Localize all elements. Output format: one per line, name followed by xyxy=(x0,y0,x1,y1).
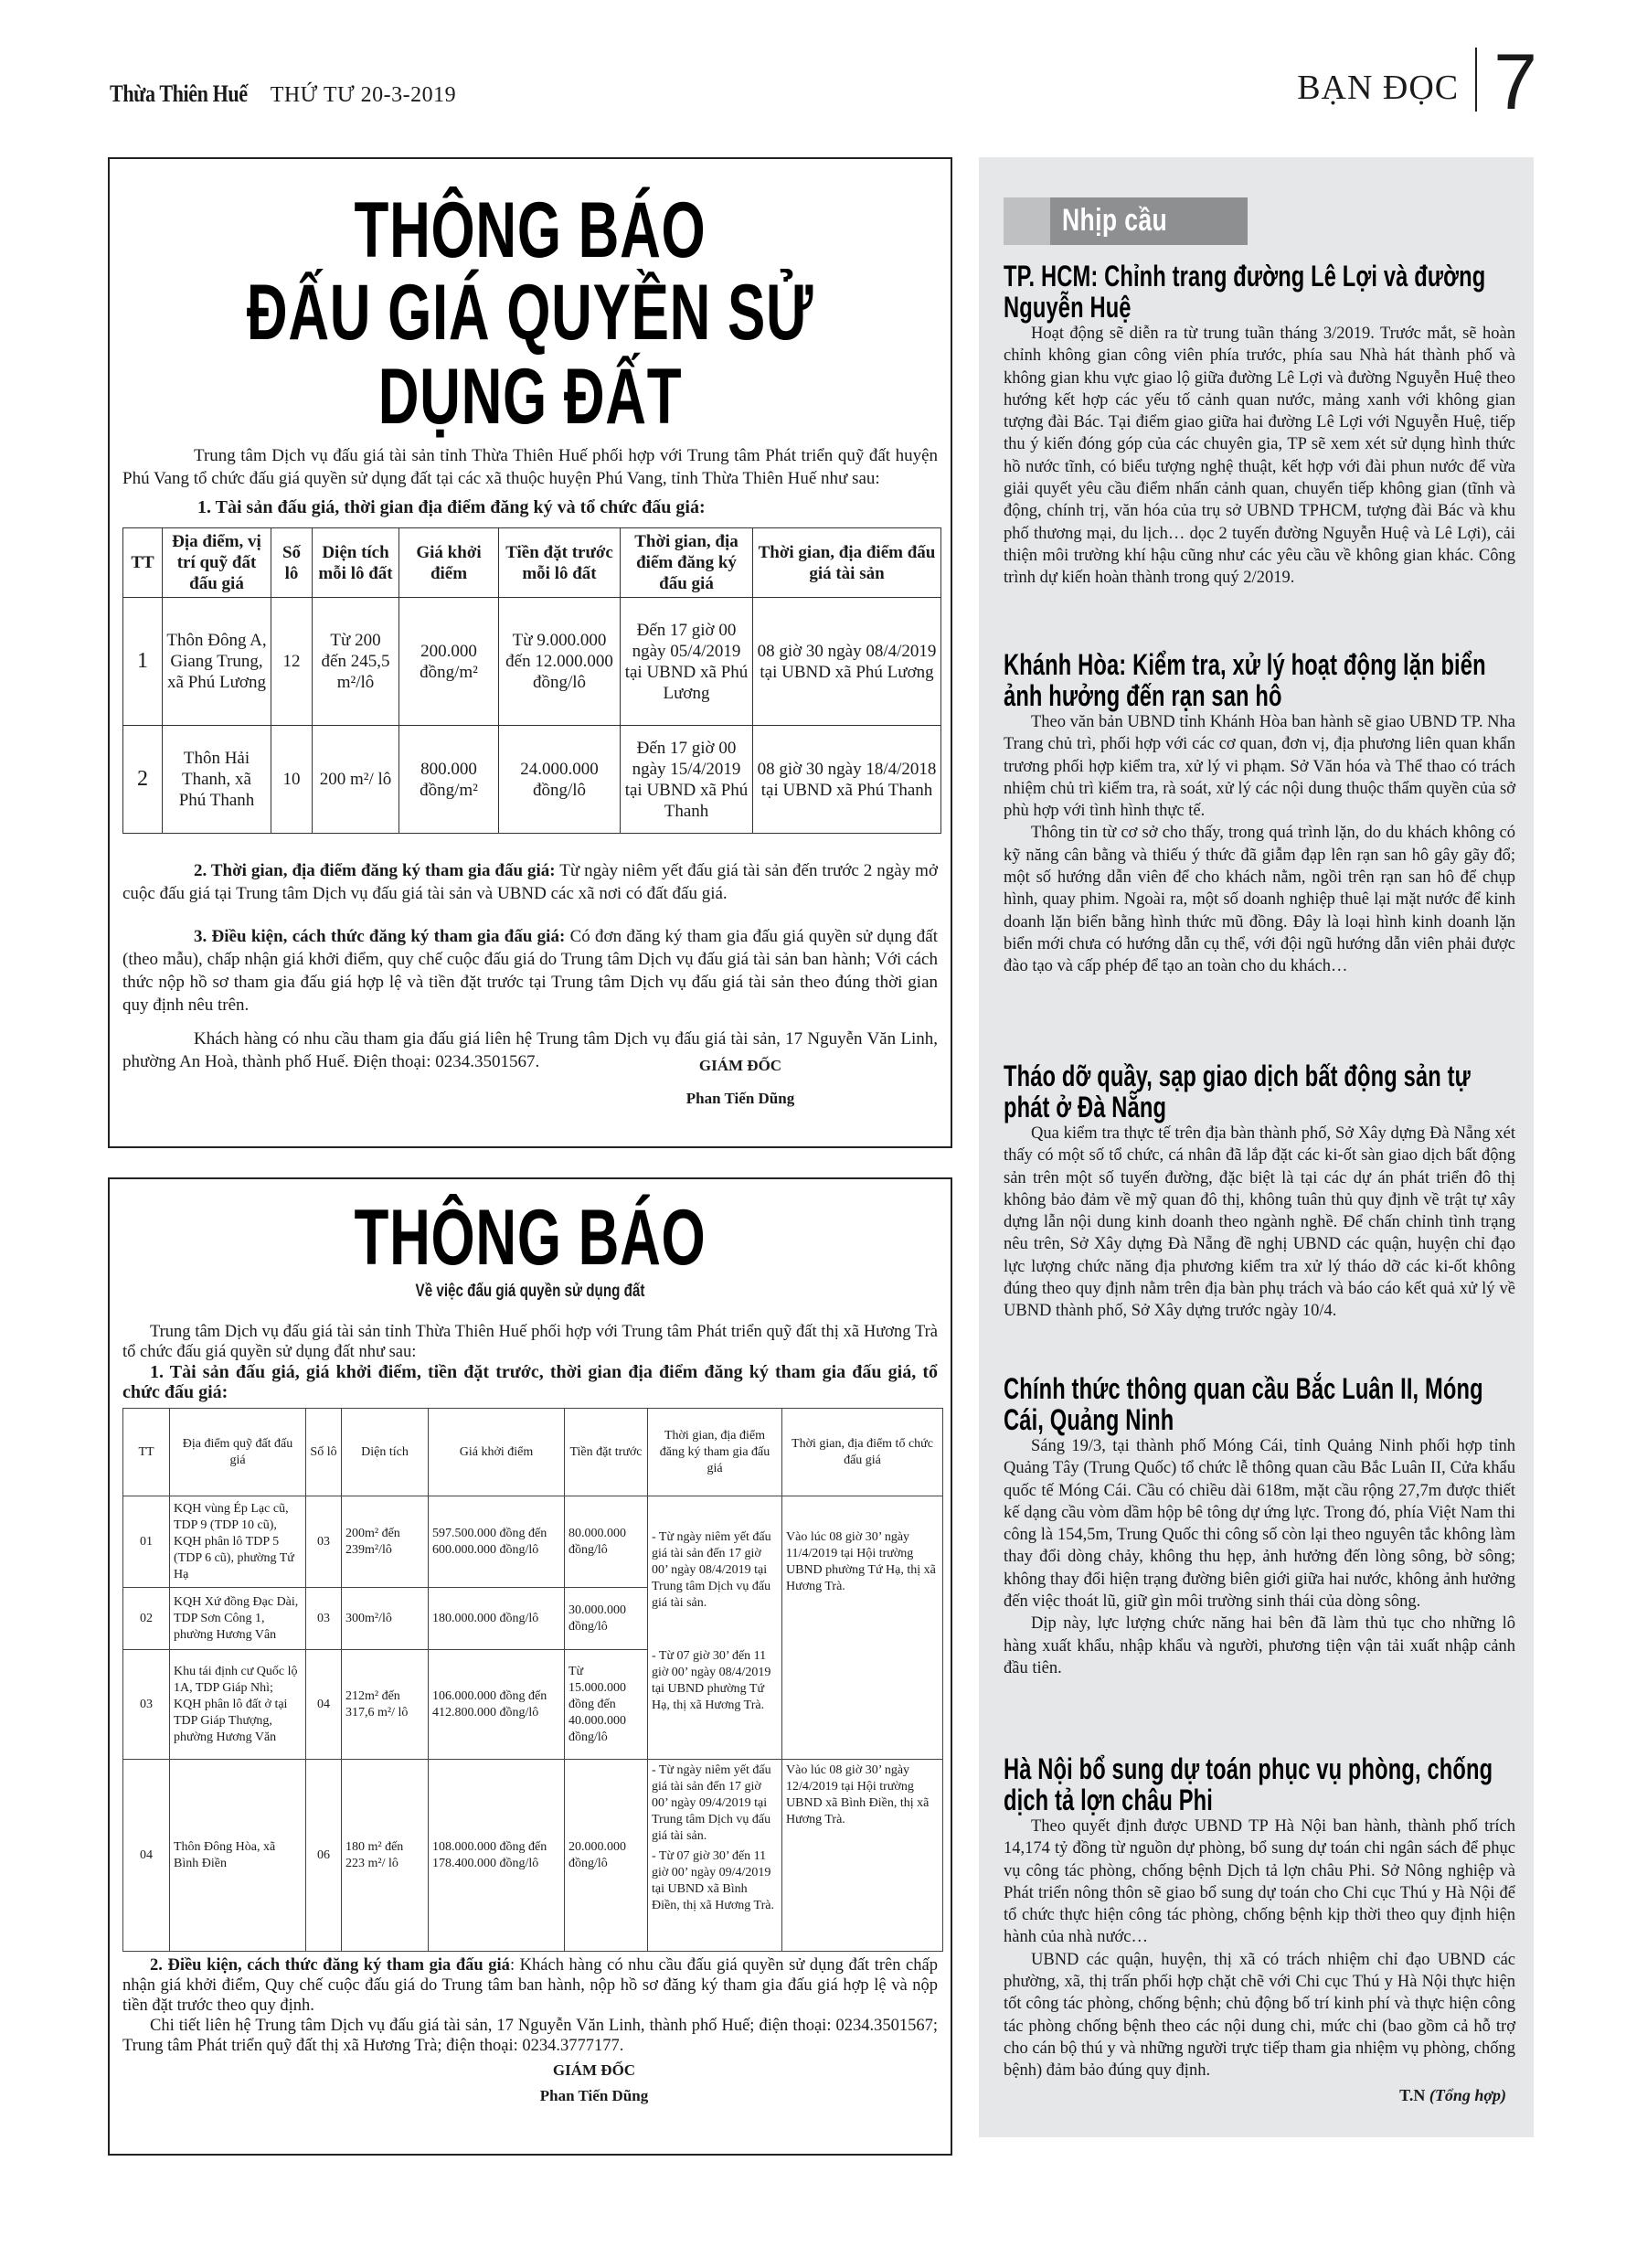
signer-title: GIÁM ĐỐC xyxy=(552,2061,636,2079)
registration-item: - Từ ngày niêm yết đấu giá tài sản đến 17 giờ 00’ ngày 08/4/2019 tại Trung tâm Dịch vụ đấu giá tài sản. xyxy=(652,1530,771,1610)
article xyxy=(1004,649,1515,978)
section-2 xyxy=(122,1955,938,2016)
registration-item: - Từ 07 giờ 30’ đến 11 giờ 00’ ngày 08/4/2019 tại UBND phường Tứ Hạ, thị xã Hương Trà. xyxy=(652,1649,771,1712)
article-paragraph: Dịp này, lực lượng chức năng hai bên đã làm thủ tục cho những lô hàng xuất khẩu, nhập khẩu và người, phương tiện vận tải xuất nhập cảnh đầu tiên. xyxy=(1004,1614,1515,1677)
registration-item: - Từ 07 giờ 30’ đến 11 giờ 00’ ngày 09/4/2019 tại UBND xã Bình Điền, thị xã Hương Trà. xyxy=(652,1849,774,1912)
article-paragraph: Theo quyết định được UBND TP Hà Nội ban hành, thành phố trích 14,174 tỷ đồng từ nguồn dự phòng, bổ sung dự toán chi ngân sách để phục vụ công tác phòng, chống bệnh Dịch tả lợn châu Phi. Sở Nông nghiệp và Phát triển nông thôn sẽ giao bổ sung dự toán cho Chi cục Thú y Hà Nội để tổ chức thực hiện công tác phòng, chống bệnh kịp thời theo quy định hiện hành của nhà nước… xyxy=(1004,1817,1515,1947)
cell-area: 200 m²/ lô xyxy=(313,726,399,834)
table-row xyxy=(123,1496,943,1588)
notice-title: THÔNG BÁO xyxy=(354,1194,707,1282)
cell-location: KQH vùng Ép Lạc cũ, TDP 9 (TDP 10 cũ), KQH phân lô TDP 5 (TDP 6 cũ), phường Tứ Hạ xyxy=(170,1496,306,1588)
cell-auction: 08 giờ 30 ngày 18/4/2018 tại UBND xã Phú Thanh xyxy=(753,726,941,834)
cell-registration xyxy=(648,1760,782,1952)
cell-auction: 08 giờ 30 ngày 08/4/2019 tại UBND xã Phú Lương xyxy=(753,598,941,726)
col-header: Diện tích xyxy=(342,1409,429,1496)
cell-location: Thôn Đông A, Giang Trung, xã Phú Lương xyxy=(163,598,271,726)
header-divider xyxy=(1475,48,1477,112)
col-header: Địa điểm, vị trí quỹ đất đấu giá xyxy=(163,528,271,598)
col-header: TT xyxy=(123,528,163,598)
notice-land-auction-huong-tra xyxy=(108,1177,952,2156)
cell-start-price: 106.000.000 đồng đến 412.800.000 đồng/lô xyxy=(429,1650,565,1760)
cell-tt: 04 xyxy=(123,1760,170,1952)
cell-tt: 01 xyxy=(123,1496,170,1588)
contact-info: Khách hàng có nhu cầu tham gia đấu giá liên hệ Trung tâm Dịch vụ đấu giá tài sản, 17 Nguyễn Văn Linh, phường An Hoà, thành phố Huế. Điện thoại: 0234.3501567. xyxy=(122,1029,938,1071)
cell-tt: 1 xyxy=(123,598,163,726)
byline-author: T.N xyxy=(1399,2086,1426,2104)
cell-auction: Vào lúc 08 giờ 30’ ngày 11/4/2019 tại Hội trường UBND phường Tứ Hạ, thị xã Hương Trà. xyxy=(782,1496,943,1760)
section-2 xyxy=(122,859,938,905)
signer-name: Phan Tiến Dũng xyxy=(539,2087,649,2104)
auction-table xyxy=(122,527,941,834)
table-header-row xyxy=(123,1409,943,1496)
col-header: Giá khởi điểm xyxy=(429,1409,565,1496)
page-number: 7 xyxy=(1493,38,1537,126)
article-paragraph: Qua kiểm tra thực tế trên địa bàn thành phố, Sở Xây dựng Đà Nẵng xét thấy có một số tổ chức, cá nhân đã lắp đặt các ki-ốt sàn giao dịch bất động sản trên một số tuyến đường, đặc biệt là tại các dự án phát triển đô thị không bảo đảm về mỹ quan đô thị, không tuân thủ quy định về trật tự xây dựng lẫn nội dung kinh doanh theo ngành nghề. Để chấn chỉnh tình trạng nêu trên, Sở Xây dựng Đà Nẵng đề nghị UBND các quận, huyện chỉ đạo lực lượng chức năng địa phương kiểm tra xử lý tháo dỡ các ki-ốt không đúng theo quy định nằm trên địa bàn phụ trách và báo cáo kết quả xử lý về UBND thành phố, Sở Xây dựng trước ngày 10/4. xyxy=(1004,1124,1515,1321)
signer-name: Phan Tiến Dũng xyxy=(685,1090,795,1107)
notice-title: THÔNG BÁO xyxy=(354,186,707,274)
column-kicker xyxy=(1004,197,1248,245)
table-row xyxy=(123,598,941,726)
section-3-label: 3. Điều kiện, cách thức đăng ký tham gia đấu giá: xyxy=(194,927,566,946)
cell-start-price: 200.000 đồng/m² xyxy=(399,598,499,726)
cell-area: Từ 200 đến 245,5 m²/lô xyxy=(313,598,399,726)
cell-location: Thôn Đông Hòa, xã Bình Điền xyxy=(170,1760,306,1952)
notice-intro: Trung tâm Dịch vụ đấu giá tài sản tỉnh Thừa Thiên Huế phối hợp với Trung tâm Phát triển quỹ đất thị xã Hương Trà tổ chức đấu giá quyền sử dụng đất như sau: xyxy=(122,1323,938,1361)
signer-title: GIÁM ĐỐC xyxy=(698,1057,782,1074)
cell-area: 180 m² đến 223 m²/ lô xyxy=(342,1760,429,1952)
cell-tt: 2 xyxy=(123,726,163,834)
cell-lots: 10 xyxy=(271,726,313,834)
article-paragraph: Hoạt động sẽ diễn ra từ trung tuần tháng 3/2019. Trước mắt, sẽ hoàn chỉnh không gian công viên phía trước, phía sau Nhà hát thành phố và không gian khu vực giao lộ giữa đường Lê Lợi và đường Nguyễn Huệ theo hướng kết hợp các yếu tố cảnh quan nước, mảng xanh với không gian tượng đài Bác. Tại điểm giao giữa hai đường Lê Lợi với Nguyễn Huệ, tiếp thu ý kiến đóng góp của các chuyên gia, TP sẽ xem xét sử dụng hình thức hồ nước tĩnh, có biểu tượng nghệ thuật, kết hợp với đài phun nước để vừa giải quyết yêu cầu điểm nhấn cảnh quan, chuyển tiếp không gian (tĩnh và động, chính trị, văn hóa của trụ sở UBND TPHCM, tượng đài Bác và khu phố thương mại, du lịch… dọc 2 tuyến đường Nguyễn Huệ và Lê Lợi), cải thiện môi trường khí hậu cũng như các yêu cầu về không gian khác. Công trình dự kiến hoàn thành trong quý 2/2019. xyxy=(1004,325,1515,588)
cell-deposit: 80.000.000 đồng/lô xyxy=(565,1496,648,1588)
table-row xyxy=(123,726,941,834)
signature-block xyxy=(110,2061,951,2105)
col-header: Số lô xyxy=(306,1409,342,1496)
notice-land-auction-phu-vang xyxy=(108,157,952,1148)
cell-area: 300m²/lô xyxy=(342,1588,429,1650)
article-paragraph: Theo văn bản UBND tỉnh Khánh Hòa ban hành sẽ giao UBND TP. Nha Trang chủ trì, phối hợp với các cơ quan, đơn vị, địa phương liên quan khẩn trương phối hợp kiểm tra, xử lý vi phạm. Sở Văn hóa và Thể thao có trách nhiệm chủ trì kiểm tra, rà soát, xử lý các nội dung thuộc thẩm quyền của sở phù hợp với tình hình thực tế. xyxy=(1004,713,1515,821)
contact-info: Chi tiết liên hệ Trung tâm Dịch vụ đấu giá tài sản, 17 Nguyễn Văn Linh, thành phố Huế; điện thoại: 0234.3501567; Trung tâm Phát triển quỹ đất thị xã Hương Trà; điện thoại: 0234.3777177. xyxy=(122,2017,938,2055)
news-sidebar xyxy=(979,157,1534,2137)
section-2-label: 2. Thời gian, địa điểm đăng ký tham gia đấu giá: xyxy=(194,861,556,880)
section-2-text: : Khách hàng có nhu cầu đấu giá quyền sử dụng đất trên chấp nhận giá khởi điểm, Quy chế cuộc đấu giá do Trung tâm ban hành, nộp hồ sơ đăng ký tham gia đấu giá hợp lệ và nộp tiền đặt trước theo quy định. xyxy=(122,1956,938,2015)
section-name: BẠN ĐỌC xyxy=(1297,69,1460,107)
cell-deposit: 30.000.000 đồng/lô xyxy=(565,1588,648,1650)
col-header: Số lô xyxy=(271,528,313,598)
notice-intro: Trung tâm Dịch vụ đấu giá tài sản tỉnh Thừa Thiên Huế phối hợp với Trung tâm Phát triển quỹ đất huyện Phú Vang tổ chức đấu giá quyền sử dụng đất tại các xã thuộc huyện Phú Vang, tỉnh Thừa Thiên Huế như sau: xyxy=(122,446,938,488)
cell-registration: Đến 17 giờ 00 ngày 05/4/2019 tại UBND xã Phú Lương xyxy=(621,598,753,726)
notice-subtitle: ĐẤU GIÁ QUYỀN SỬ DỤNG ĐẤT xyxy=(246,269,814,441)
cell-tt: 03 xyxy=(123,1650,170,1760)
cell-start-price: 180.000.000 đồng/lô xyxy=(429,1588,565,1650)
page-header-right xyxy=(1297,38,1537,126)
kicker-accent xyxy=(1004,197,1050,245)
section-2-text: Từ ngày niêm yết đấu giá tài sản đến trước 2 ngày mở cuộc đấu giá tại Trung tâm Dịch vụ đấu giá tài sản và UBND các xã nơi có đất đấu giá. xyxy=(122,861,938,903)
article-headline: TP. HCM: Chỉnh trang đường Lê Lợi và đường Nguyễn Huệ xyxy=(1004,260,1486,324)
cell-area: 212m² đến 317,6 m²/ lô xyxy=(342,1650,429,1760)
cell-area: 200m² đến 239m²/lô xyxy=(342,1496,429,1588)
article-paragraph: Sáng 19/3, tại thành phố Móng Cái, tỉnh Quảng Ninh phối hợp tỉnh Quảng Tây (Trung Quốc) tổ chức lễ thông quan cầu Bắc Luân II, Cửa khẩu quốc tế Móng Cái. Cầu có chiều dài 618m, mặt cầu rộng 27,7m được thiết kế dạng cầu vòm dầm hộp bê tông dự ứng lực. Trong đó, phía Việt Nam thi công là 154,5m, Trung Quốc thi công số còn lại theo nguyên tắc không làm thay đổi dòng chảy, không thu hẹp, ảnh hưởng đến lòng sông, bờ sông; không thay đổi hiện trạng đường biên giới giữa hai nước, không ảnh hưởng đến việc thoát lũ, giữ gìn môi trường sinh thái của dòng sông. xyxy=(1004,1437,1515,1612)
article xyxy=(1004,1753,1515,2082)
page-header-left xyxy=(110,80,456,108)
auction-table xyxy=(122,1408,943,1952)
cell-deposit: Từ 15.000.000 đồng đến 40.000.000 đồng/lô xyxy=(565,1650,648,1760)
cell-start-price: 800.000 đồng/m² xyxy=(399,726,499,834)
cell-lots: 04 xyxy=(306,1650,342,1760)
col-header: Thời gian, địa điểm đấu giá tài sản xyxy=(753,528,941,598)
article-headline: Hà Nội bổ sung dự toán phục vụ phòng, chống dịch tả lợn châu Phi xyxy=(1004,1752,1493,1816)
col-header: Thời gian, địa điểm tổ chức đấu giá xyxy=(782,1409,943,1496)
signature-block xyxy=(622,1057,859,1108)
article xyxy=(1004,261,1515,590)
article-paragraph: UBND các quận, huyện, thị xã có trách nhiệm chỉ đạo UBND các phường, xã, thị trấn phối hợp chặt chẽ với Chi cục Thú y Hà Nội thực hiện tốt công tác phòng, chống bệnh; chủ động bố trí kinh phí và thực hiện công tác phòng chống bệnh theo các nội dung chi, mức chi (bao gồm cả hỗ trợ cho cán bộ thú y và những người trực tiếp tham gia nhiệm vụ phòng, chống bệnh) đảm bảo đúng quy định. xyxy=(1004,1950,1515,2081)
cell-lots: 12 xyxy=(271,598,313,726)
col-header: Tiền đặt trước mỗi lô đất xyxy=(499,528,621,598)
col-header: Giá khởi điểm xyxy=(399,528,499,598)
cell-lots: 06 xyxy=(306,1760,342,1952)
byline-source: (Tổng hợp) xyxy=(1429,2086,1506,2104)
col-header: Tiền đặt trước xyxy=(565,1409,648,1496)
cell-tt: 02 xyxy=(123,1588,170,1650)
cell-deposit: 24.000.000 đồng/lô xyxy=(499,726,621,834)
section-heading: 1. Tài sản đấu giá, thời gian địa điểm đăng ký và tổ chức đấu giá: xyxy=(197,497,706,517)
notice-subtitle: Về việc đấu giá quyền sử dụng đất xyxy=(415,1282,645,1301)
table-header-row xyxy=(123,528,941,598)
newspaper-name: Thừa Thiên Huế xyxy=(110,80,248,107)
article-paragraph: Thông tin từ cơ sở cho thấy, trong quá trình lặn, do du khách không có kỹ năng cân bằng và thiếu ý thức đã giẫm đạp lên rạn san hô gây gãy đổ; một số hướng dẫn viên để cho khách nằm, ngồi trên rạn san hô để chụp hình, quay phim. Ngoài ra, một số doanh nghiệp thuê lại mặt nước để kinh doanh lặn biển bằng hình thức mũ đồng. Đây là loại hình kinh doanh lặn biển mới chưa có hướng dẫn cụ thể, với đội ngũ hướng dẫn viên phải được đào tạo và cấp phép để tạo an toàn cho du khách… xyxy=(1004,824,1515,976)
col-header: Địa điểm quỹ đất đấu giá xyxy=(170,1409,306,1496)
cell-lots: 03 xyxy=(306,1496,342,1588)
col-header: TT xyxy=(123,1409,170,1496)
article xyxy=(1004,1373,1515,1679)
table-row xyxy=(123,1760,943,1952)
col-header: Thời gian, địa điểm đăng ký tham gia đấu giá xyxy=(648,1409,782,1496)
issue-date: THỨ TƯ 20-3-2019 xyxy=(270,83,457,107)
article-headline: Khánh Hòa: Kiểm tra, xử lý hoạt động lặn biển ảnh hưởng đến rạn san hô xyxy=(1004,648,1486,712)
article-headline: Chính thức thông quan cầu Bắc Luân II, Móng Cái, Quảng Ninh xyxy=(1004,1372,1483,1436)
registration-item: - Từ ngày niêm yết đấu giá tài sản đến 17 giờ 00’ ngày 09/4/2019 tại Trung tâm Dịch vụ đấu giá tài sản. xyxy=(652,1763,771,1843)
cell-registration xyxy=(648,1496,782,1760)
byline xyxy=(1399,2086,1506,2105)
cell-deposit: 20.000.000 đồng/lô xyxy=(565,1760,648,1952)
cell-registration: Đến 17 giờ 00 ngày 15/4/2019 tại UBND xã Phú Thanh xyxy=(621,726,753,834)
cell-start-price: 108.000.000 đồng đến 178.400.000 đồng/lô xyxy=(429,1760,565,1952)
article xyxy=(1004,1060,1515,1323)
col-header: Thời gian, địa điểm đăng ký đấu giá xyxy=(621,528,753,598)
cell-location: KQH Xứ đồng Đạc Dài, TDP Sơn Công 1, phường Hương Vân xyxy=(170,1588,306,1650)
section-2-label: 2. Điều kiện, cách thức đăng ký tham gia đấu giá xyxy=(150,1956,510,1975)
cell-deposit: Từ 9.000.000 đến 12.000.000 đồng/lô xyxy=(499,598,621,726)
cell-location: Khu tái định cư Quốc lộ 1A, TDP Giáp Nhì; KQH phân lô đất ở tại TDP Giáp Thượng, phường Hương Văn xyxy=(170,1650,306,1760)
col-header: Diện tích mỗi lô đất xyxy=(313,528,399,598)
section-3 xyxy=(122,925,938,1017)
cell-auction: Vào lúc 08 giờ 30’ ngày 12/4/2019 tại Hội trường UBND xã Bình Điền, thị xã Hương Trà. xyxy=(782,1760,943,1952)
section-heading: 1. Tài sản đấu giá, giá khởi điểm, tiền đặt trước, thời gian địa điểm đăng ký tham gia đấu giá, tổ chức đấu giá: xyxy=(122,1362,938,1402)
cell-lots: 03 xyxy=(306,1588,342,1650)
section-3-text: Có đơn đăng ký tham gia đấu giá quyền sử dụng đất (theo mẫu), chấp nhận giá khởi điểm, quy chế cuộc đấu giá do Trung tâm Dịch vụ đấu giá tài sản ban hành; Với cách thức nộp hồ sơ tham gia đấu giá hợp lệ và tiền đặt trước tại Trung tâm Dịch vụ đấu giá tài sản theo đúng thời gian quy định nêu trên. xyxy=(122,927,939,1015)
cell-location: Thôn Hải Thanh, xã Phú Thanh xyxy=(163,726,271,834)
kicker-label: Nhịp cầu xyxy=(1062,203,1168,238)
article-headline: Tháo dỡ quầy, sạp giao dịch bất động sản tự phát ở Đà Nẵng xyxy=(1004,1059,1471,1123)
cell-start-price: 597.500.000 đồng đến 600.000.000 đồng/lô xyxy=(429,1496,565,1588)
